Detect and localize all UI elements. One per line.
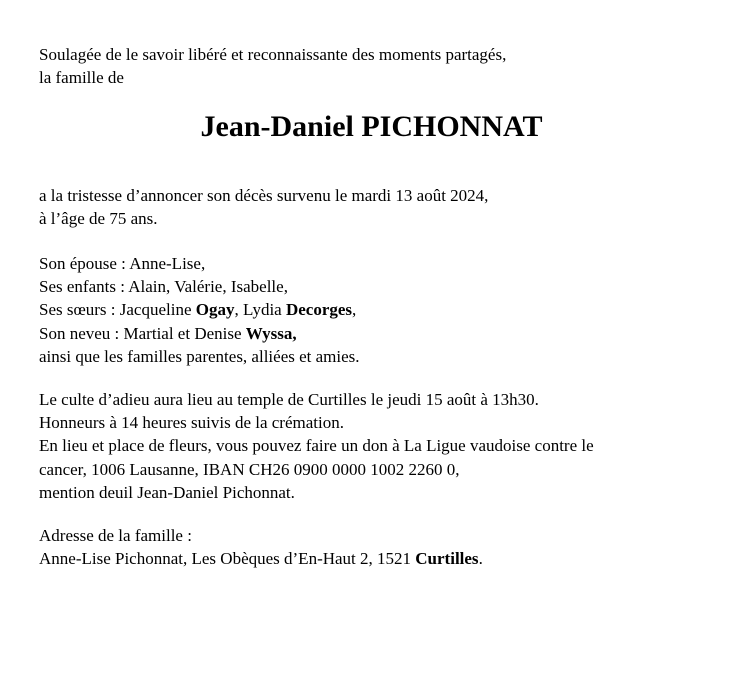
family-paragraph [39, 252, 704, 369]
ceremony-line-1: Le culte d’adieu aura lieu au temple de Curtilles le jeudi 15 août à 13h30. [39, 389, 539, 409]
ceremony-line-2: Honneurs à 14 heures suivis de la crémation. [39, 413, 344, 433]
sister-surname-ogay: Ogay [195, 300, 235, 320]
nephew-text-prefix: Son neveu : Martial et Denise [39, 323, 246, 343]
address-text-prefix: Anne-Lise Pichonnat, Les Obèques d’En-Haut 2, 1521 [39, 549, 416, 569]
ceremony-paragraph [39, 388, 704, 505]
address-label-line: Adresse de la famille : [39, 525, 192, 545]
announcement-line-1: a la tristesse d’annoncer son décès survenu le mardi 13 août 2024, [39, 185, 489, 205]
deceased-name-title: Jean-Daniel PICHONNAT [200, 109, 543, 143]
address-value-line [39, 547, 704, 570]
sister-surname-decorges: Decorges [285, 300, 353, 320]
announcement-paragraph [39, 184, 704, 231]
address-paragraph [39, 524, 704, 571]
sisters-text-middle: , Lydia [234, 300, 286, 320]
intro-paragraph [39, 43, 704, 90]
address-text-suffix: . [478, 549, 483, 569]
address-town-curtilles: Curtilles [415, 549, 479, 569]
intro-line-2: la famille de [39, 68, 124, 88]
relatives-closing-line: ainsi que les familles parentes, alliées et amies. [39, 347, 360, 367]
ceremony-line-3: En lieu et place de fleurs, vous pouvez faire un don à La Ligue vaudoise contre le [39, 436, 594, 456]
intro-line-1: Soulagée de le savoir libéré et reconnaissante des moments partagés, [39, 45, 507, 64]
sisters-line [39, 298, 704, 321]
spouse-line: Son épouse : Anne-Lise, [39, 253, 206, 273]
ceremony-line-4: cancer, 1006 Lausanne, IBAN CH26 0900 0000 1002 2260 0, [39, 459, 460, 479]
sisters-text-prefix: Ses sœurs : Jacqueline [39, 300, 196, 320]
nephew-surname-wyssa: Wyssa, [245, 323, 297, 343]
nephew-line [39, 322, 704, 345]
ceremony-line-5: mention deuil Jean-Daniel Pichonnat. [39, 483, 295, 503]
announcement-line-2: à l’âge de 75 ans. [39, 209, 158, 229]
sisters-text-suffix: , [352, 300, 357, 320]
children-line: Ses enfants : Alain, Valérie, Isabelle, [39, 277, 288, 297]
